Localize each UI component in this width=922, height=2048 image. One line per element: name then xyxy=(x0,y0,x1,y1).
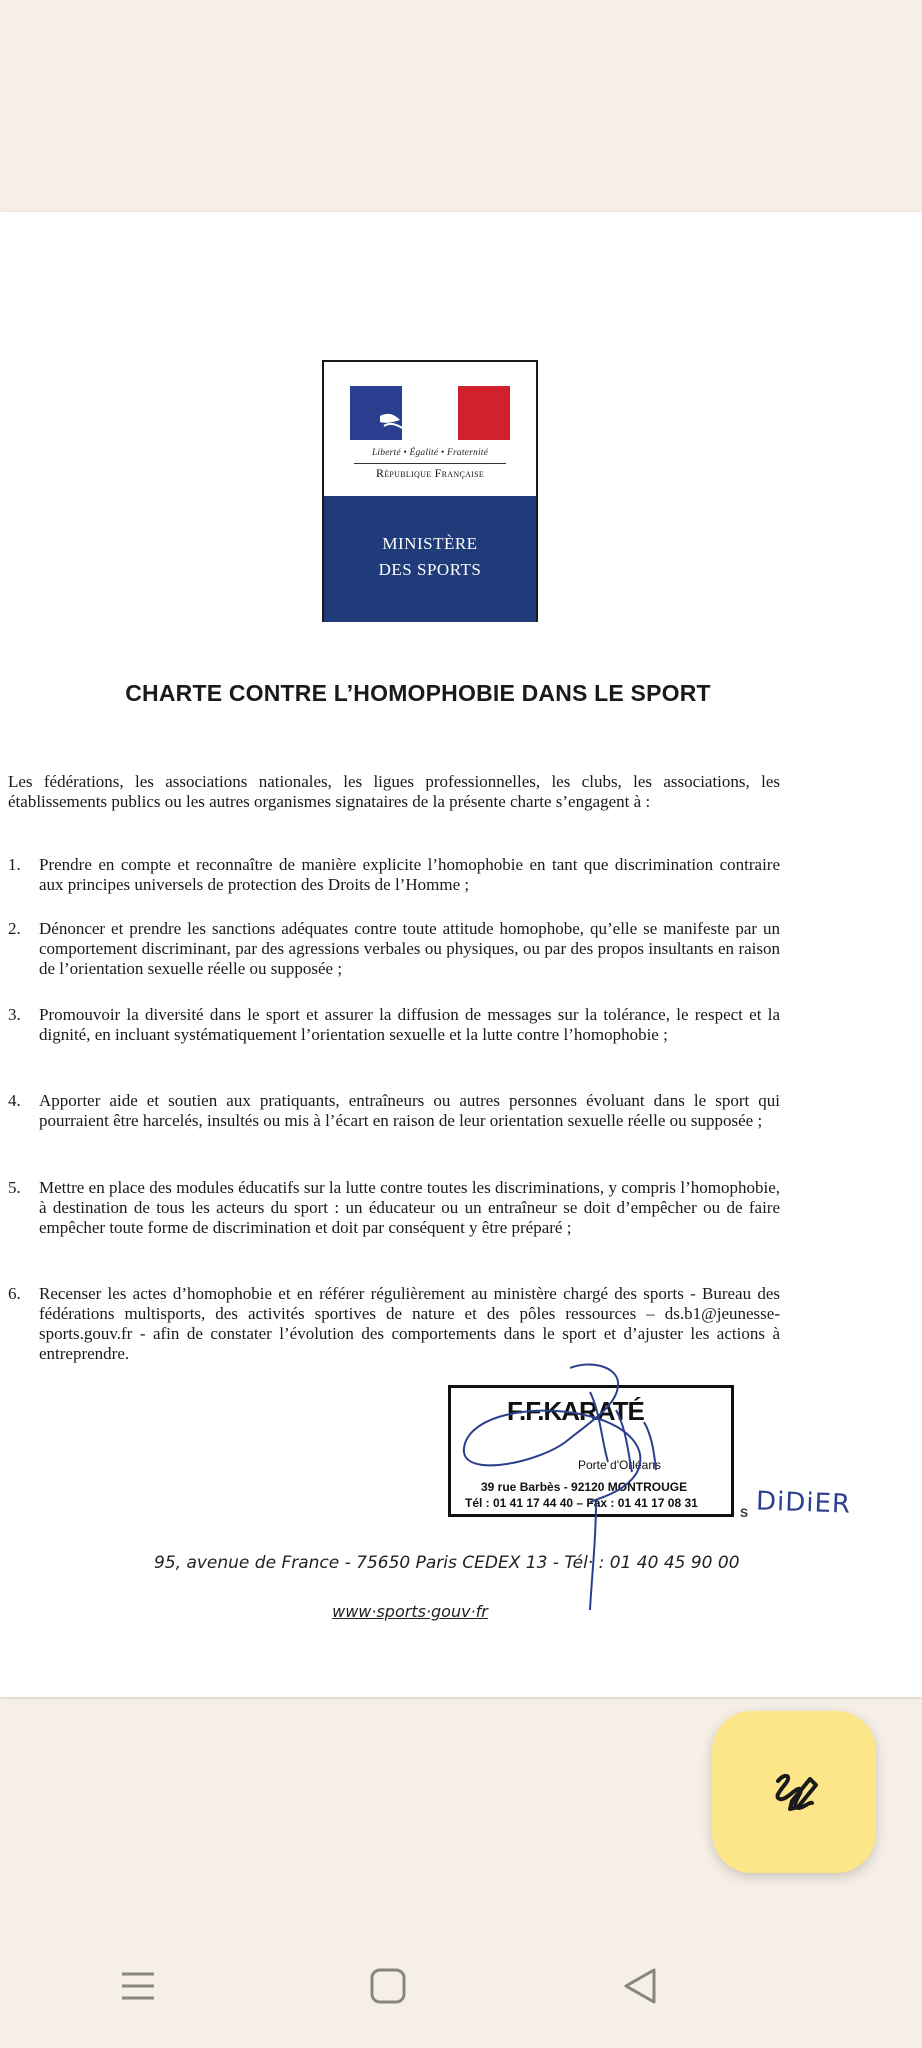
item-text: Promouvoir la diversité dans le sport et assurer la diffusion de messages sur la tolérance, le respect et la dignité, en incluant systématiquement l’orientation sexuelle et la lutte contre l’homophobie ; xyxy=(39,1005,780,1044)
stamp-name: F.F.KARATÉ xyxy=(507,1396,644,1426)
system-navigation-bar xyxy=(0,1918,922,2048)
ministry-line-2: DES SPORTS xyxy=(378,560,482,579)
document-title: CHARTE CONTRE L’HOMOPHOBIE DANS LE SPORT xyxy=(125,680,711,706)
home-square-icon[interactable] xyxy=(358,1956,418,2016)
item-number: 2. xyxy=(8,919,21,938)
item-number: 5. xyxy=(8,1178,21,1197)
item-text: Recenser les actes d’homophobie et en référer régulièrement au ministère chargé des sports - Bureau des fédérations multisports, des activités sportives de nature et des pôles ressources – ds.b1@jeunesse-sports.gouv.fr - afin de constater l’évolution des comportements dans le sport et d’ajuster les actions à entreprendre. xyxy=(39,1284,780,1363)
logo-top xyxy=(324,362,536,496)
menu-icon[interactable] xyxy=(108,1956,168,2016)
logo-motto: Liberté • Égalité • Fraternité xyxy=(371,448,489,458)
document-intro: Les fédérations, les associations nationales, les ligues professionnelles, les clubs, les associations, les établissements publics ou les autres organismes signataires de la présente charte s’engagent à : xyxy=(8,772,780,811)
document-page xyxy=(0,212,922,1697)
stamp-line-3: Tél : 01 41 17 44 40 – Fax : 01 41 17 08 31 xyxy=(465,1496,698,1510)
item-text: Prendre en compte et reconnaître de manière explicite l’homophobie en tant que discrimination contraire aux principes universels de protection des Droits de l’Homme ; xyxy=(39,855,780,894)
item-number: 1. xyxy=(8,855,21,874)
item-number: 4. xyxy=(8,1091,21,1110)
signature-name: DiDiER xyxy=(755,1486,852,1520)
back-triangle-icon[interactable] xyxy=(610,1956,670,2016)
logo-divider xyxy=(354,463,506,464)
stamp-line-2: 39 rue Barbès - 92120 MONTROUGE xyxy=(481,1480,688,1494)
logo-ministry-band xyxy=(324,496,536,622)
pen-scribble-icon xyxy=(770,1767,820,1817)
item-text: Dénoncer et prendre les sanctions adéquates contre toute attitude homophobe, qu’elle se manifeste par un comportement discriminant, par des agressions verbales ou physiques, ou par des propos insultants en raison de l’orientation sexuelle réelle ou supposée ; xyxy=(39,919,780,978)
stamp-fragment: S xyxy=(740,1506,749,1520)
annotate-fab-button[interactable] xyxy=(712,1711,876,1873)
footer-url[interactable]: www·sports·gouv·fr xyxy=(332,1602,488,1621)
footer-address: 95, avenue de France - 75650 Paris CEDEX 13 - Tél· : 01 40 45 90 00 xyxy=(154,1553,740,1573)
stamp-line-1: Porte d'Orléans xyxy=(578,1458,661,1472)
ministry-line-1: MINISTÈRE xyxy=(382,534,478,553)
marianne-flag-icon xyxy=(350,386,510,440)
item-number: 6. xyxy=(8,1284,21,1303)
logo-republic: République Française xyxy=(375,466,485,480)
ministry-logo xyxy=(322,360,538,622)
item-text: Apporter aide et soutien aux pratiquants, entraîneurs ou autres personnes évoluant dans le sport qui pourraient être harcelés, insultés ou mis à l’écart en raison de leur orientation sexuelle réelle ou supposée ; xyxy=(39,1091,780,1130)
item-number: 3. xyxy=(8,1005,21,1024)
item-text: Mettre en place des modules éducatifs sur la lutte contre toutes les discriminations, y compris l’homophobie, à destination de tous les acteurs du sport : un éducateur ou un entraîneur se doit d’empêcher ou de faire empêcher toute forme de discrimination et doit par conséquent y être préparé ; xyxy=(39,1178,780,1237)
